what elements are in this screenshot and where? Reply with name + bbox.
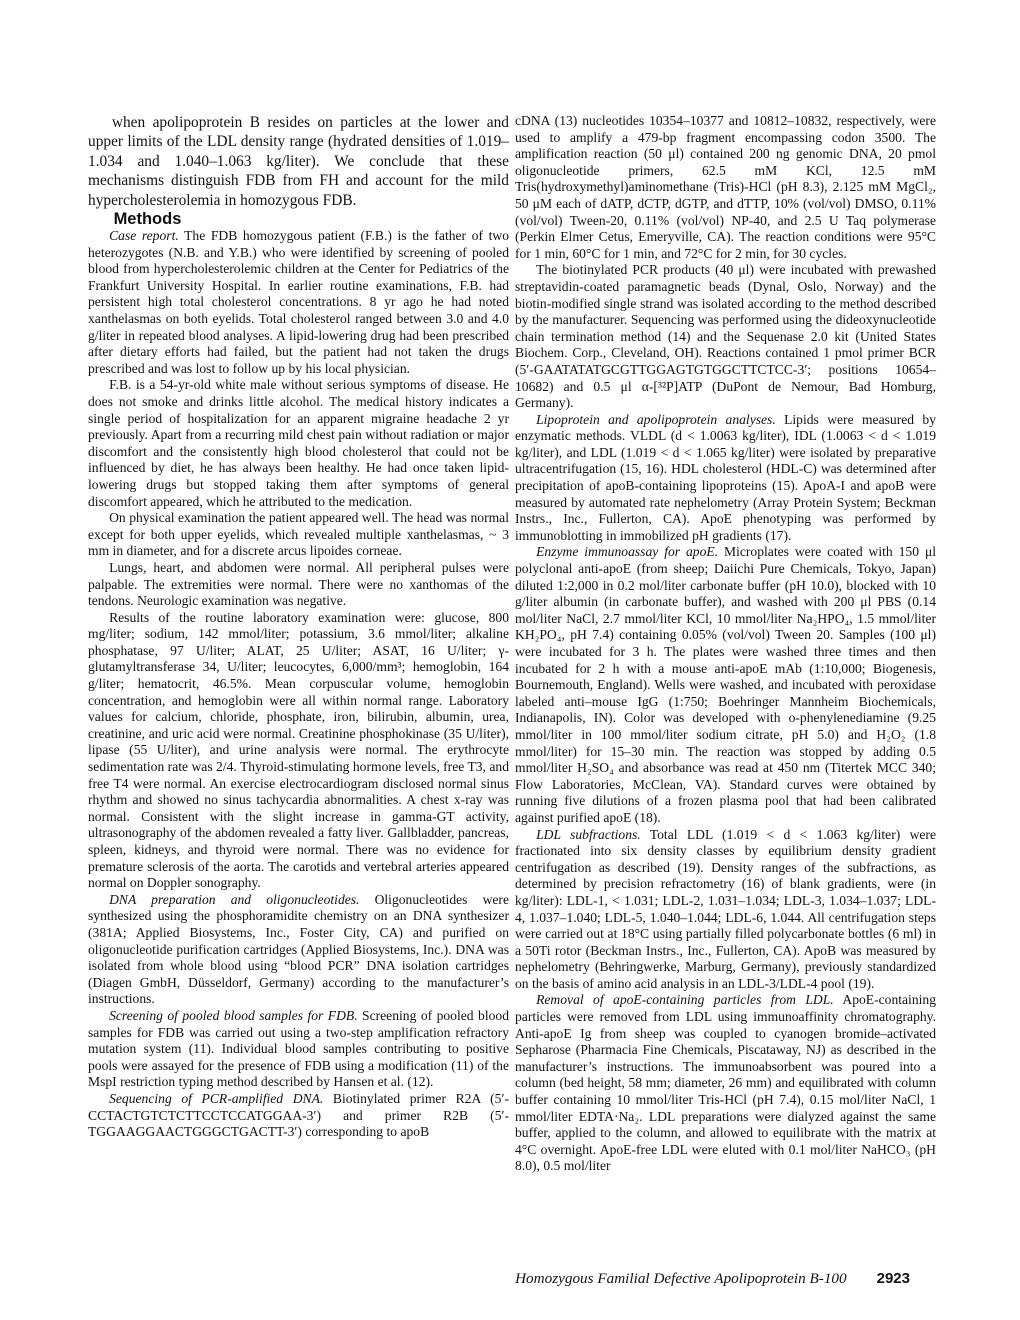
paragraph-laboratory-results: [88, 610, 509, 892]
page-number: 2923: [876, 1270, 910, 1287]
paragraph-lead: Enzyme immunoassay for apoE.: [536, 544, 719, 560]
paragraph-patient-history: [88, 377, 509, 510]
paragraph-text: Screening of pooled blood samples for FDB was carried out using a two-step amplification refractory mutation system (11). Individual blood samples contributing to positive pools were assayed for the presence of FDB using a modification (11) of the MspI restriction typing method described by Hansen et al. (12).: [88, 1007, 509, 1090]
paragraph-biotinylated-pcr: [515, 262, 936, 411]
paragraph-text: Biotinylated primer R2A (5′-CCTACTGTCTCTTCCTCCATGGAA-3′) and primer R2B (5′-TGGAAGGAACTGGGCTGACTT-3′) corresponding to apoB: [88, 1090, 509, 1140]
paragraph-text: Lipids were measured by enzymatic methods. VLDL (d < 1.0063 kg/liter), IDL (1.0063 < d < 1.019 kg/liter), and LDL (1.019 < d < 1.065 kg/liter) were isolated by preparative ultracentrifugation (15, 16). HDL cholesterol (HDL-C) was determined after precipitation of apoB-containing lipoproteins (15). ApoA-I and apoB were measured by automated rate nephelometry (Array Protein System; Beckman Instrs., Inc., Fullerton, CA). ApoE phenotyping was performed by immunoblotting in immobilized pH gradients (17).: [515, 411, 936, 543]
paragraph-text: F.B. is a 54-yr-old white male without serious symptoms of disease. He does not smoke and drinks little alcohol. The medical history indicates a single period of hospitalization for an apparent migraine headache 2 yr previously. Apart from a recurring mild chest pain without radiation or major discomfort and the consistently high blood cholesterol that could not be influenced by diet, he has always been healthy. He had once taken lipid-lowering drugs but stopped taking them after symptoms of general discomfort appeared, which he attributed to the medication.: [88, 377, 509, 509]
paragraph-sequencing-pcr: [88, 1091, 509, 1141]
paragraph-dna-preparation: [88, 892, 509, 1008]
paragraph-text: Results of the routine laboratory examination were: glucose, 800 mg/liter; sodium, 142 mmol/liter; potassium, 3.6 mmol/liter; alkaline phosphatase, 97 U/liter; ALAT, 25 U/liter; ASAT, 16 U/liter; γ-glutamyltransferase 34, U/liter; leucocytes, 6,000/mm³; hemoglobin, 164 g/liter; hematocrit, 46.5%. Mean corpuscular volume, hemoglobin concentration, and hemoglobin were all within normal range. Laboratory values for calcium, chloride, phosphate, iron, bilirubin, albumin, urea, creatinine, and uric acid were normal. Creatinine phosphokinase (35 U/liter), lipase (55 U/liter), and urine analysis were normal. The erythrocyte sedimentation rate was 2/4. Thyroid-stimulating hormone levels, free T3, and free T4 were normal. An exercise electrocardiogram disclosed normal sinus rhythm and showed no sinus tachycardia abnormalities. A chest x-ray was normal. Consistent with the slight increase in gamma-GT activity, ultrasonography of the abdomen revealed a fatty liver. Gallbladder, pancreas, spleen, kidneys, and thyroid were normal. There was no evidence for premature sclerosis of the aorta. The carotids and vertebral arteries appeared normal on Doppler sonography.: [88, 609, 509, 891]
paragraph-lead: DNA preparation and oligonucleotides.: [109, 891, 360, 907]
paragraph-lipoprotein-analyses: [515, 412, 936, 545]
paragraph-lead: LDL subfractions.: [536, 826, 641, 842]
paragraph-lead: Lipoprotein and apolipoprotein analyses.: [536, 411, 776, 427]
paragraph-lead: Case report.: [109, 228, 179, 244]
paragraph-text: The biotinylated PCR products (40 μl) were incubated with prewashed streptavidin-coated paramagnetic beads (Dynal, Oslo, Norway) and the biotin-modified single strand was isolated according to the method described by the manufacturer. Sequencing was performed using the dideoxynucleotide chain termination method (14) and the Sequenase 2.0 kit (United States Biochem. Corp., Cleveland, OH). Reactions contained 1 pmol primer BCR (5′-GAATATATGCGTTGGAGTGTGGCTTCTCC-3′; positions 10654–10682) and 0.5 μl α-[³²P]ATP (DuPont de Nemour, Bad Homburg, Germany).: [515, 262, 936, 411]
paragraph-text: Total LDL (1.019 < d < 1.063 kg/liter) were fractionated into six density classes by equilibrium density gradient centrifugation as described (19). Density ranges of the subfractions, as determined by precision refractometry (16) of blank gradients, were (in kg/liter): LDL-1, < 1.031; LDL-2, 1.031–1.034; LDL-3, 1.034–1.037; LDL-4, 1.037–1.040; LDL-5, 1.040–1.044; LDL-6, 1.044. All centrifugation steps were carried out at 18°C using partially filled polycarbonate bottles (6 ml) in a 50Ti rotor (Beckman Instrs., Inc., Fullerton, CA). ApoB was measured by nephelometry (Behringwerke, Marburg, Germany), previously standardized on the basis of amino acid analysis in an LDL-3/LDL-4 pool (19).: [515, 826, 936, 991]
paragraph-text: Lungs, heart, and abdomen were normal. All peripheral pulses were palpable. The extremities were normal. There were no xanthomas of the tendons. Neurologic examination was negative.: [88, 559, 509, 609]
paragraph-organs-normal: [88, 560, 509, 610]
paragraph-case-report: [88, 228, 509, 377]
paragraph-text: The FDB homozygous patient (F.B.) is the father of two heterozygotes (N.B. and Y.B.) who were identified by screening of pooled blood from hypercholesterolemic children at the Center for Pediatrics of the Frankfurt University Hospital. In earlier routine examinations, F.B. had persistent high total cholesterol concentrations. 8 yr ago he had noted xanthelasmas on both eyelids. Total cholesterol ranged between 3.0 and 4.0 g/liter in repeated blood analyses. A lipid-lowering drug had been prescribed after dietary efforts had failed, but the patient had not taken the drugs prescribed and was lost to follow up by his local physician.: [88, 228, 509, 376]
methods-section-heading: Methods: [113, 210, 182, 229]
paragraph-text: On physical examination the patient appeared well. The head was normal except for both upper eyelids, which revealed multiple xanthelasmas, ~ 3 mm in diameter, and for a discrete arcus lipoides corneae.: [88, 510, 509, 559]
paragraph-screening-pooled-blood: [88, 1008, 509, 1091]
paragraph-amplification-reaction: [515, 113, 936, 262]
page-footer: [515, 1270, 936, 1288]
paragraph-ldl-subfractions: [515, 827, 936, 993]
left-column: [88, 113, 509, 1141]
running-title: Homozygous Familial Defective Apolipoprotein B-100: [515, 1270, 847, 1287]
intro-continuation-paragraph: when apolipoprotein B resides on particles at the lower and upper limits of the LDL density range (hydrated densities of 1.019–1.034 and 1.040–1.063 kg/liter). We conclude that these mechanisms distinguish FDB from FH and account for the mild hypercholesterolemia in homozygous FDB.: [88, 114, 509, 209]
paragraph-removal-apoe-particles: [515, 992, 936, 1175]
paragraph-lead: Screening of pooled blood samples for FDB.: [109, 1007, 358, 1023]
paragraph-physical-examination: [88, 510, 509, 560]
paragraph-lead: Sequencing of PCR-amplified DNA.: [109, 1090, 324, 1106]
paragraph-text: Microplates were coated with 150 μl polyclonal anti-apoE (from sheep; Daiichi Pure Chemicals, Tokyo, Japan) diluted 1:2,000 in 0.2 mol/liter carbonate buffer (pH 10.0), blocked with 10 g/liter albumin (in carbonate buffer), and washed with 200 μl PBS (0.14 mol/liter NaCl, 2.7 mmol/liter KCl, 10 mmol/liter Na₂HPO₄, 1.5 mmol/liter KH₂PO₄, pH 7.4) containing 0.05% (vol/vol) Tween 20. Samples (100 μl) were incubated for 3 h. The plates were washed three times and then incubated for 2 h with a mouse anti-apoE mAb (1:10,000; Biogenesis, Bournemouth, England). Wells were washed, and incubated with peroxidase labeled anti–mouse IgG (1:750; Boehringer Mannheim Biochemicals, Indianapolis, IN). Color was developed with o-phenylenediamine (9.25 mmol/liter in 100 mmol/liter sodium citrate, pH 5.0) and H₂O₂ (1.8 mmol/liter) for 15–30 min. The reaction was stopped by adding 0.5 mmol/liter H₂SO₄ and absorbance was read at 450 nm (Titertek MCC 340; Flow Laboratories, McClean, VA). Standard curves were obtained by running five dilutions of a frozen plasma pool that had been calibrated against purified apoE (18).: [515, 544, 937, 825]
paragraph-text: Oligonucleotides were synthesized using the phosphoramidite chemistry on an DNA synthesizer (381A; Applied Biosystems, Inc., Foster City, CA) and purified on oligonucleotide purification cartridges (Applied Biosystems, Inc.). DNA was isolated from whole blood using “blood PCR” DNA isolation cartridges (Diagen GmbH, Düsseldorf, Germany) according to the manufacturer’s instructions.: [88, 891, 509, 1007]
paragraph-text: cDNA (13) nucleotides 10354–10377 and 10812–10832, respectively, were used to amplify a 479-bp fragment encompassing codon 3500. The amplification reaction (50 μl) contained 200 ng genomic DNA, 20 pmol oligonucleotide primers, 62.5 mM KCl, 12.5 mM Tris(hydroxymethyl)aminomethane (Tris)-HCl (pH 8.3), 2.125 mM MgCl₂, 50 μM each of dATP, dCTP, dGTP, and dTTP, 10% (vol/vol) DMSO, 0.11% (vol/vol) Tween-20, 0.11% (vol/vol) NP-40, and 2.5 U Taq polymerase (Perkin Elmer Cetus, Emeryville, CA). The reaction conditions were 95°C for 1 min, 60°C for 1 min, and 72°C for 2 min, for 30 cycles.: [515, 113, 936, 261]
paragraph-text: ApoE-containing particles were removed from LDL using immunoaffinity chromatography. Anti-apoE Ig from sheep was coupled to cyanogen bromide–activated Sepharose (Pharmacia Fine Chemicals, Piscataway, NJ) as described in the manufacturer’s instructions. The immunoabsorbent was poured into a column (bed height, 58 mm; diameter, 26 mm) and equilibrated with column buffer containing 10 mmol/liter Tris-HCl (pH 7.4), 0.15 mol/liter NaCl, 1 mmol/liter EDTA·Na₂. LDL preparations were dialyzed against the same buffer, applied to the column, and allowed to equilibrate with the matrix at 4°C overnight. ApoE-free LDL were eluted with 0.1 mol/liter NaHCO₃ (pH 8.0), 0.5 mol/liter: [515, 992, 937, 1174]
paragraph-enzyme-immunoassay: [515, 544, 936, 826]
paragraph-lead: Removal of apoE-containing particles from LDL.: [536, 992, 834, 1008]
right-column: [515, 113, 936, 1175]
